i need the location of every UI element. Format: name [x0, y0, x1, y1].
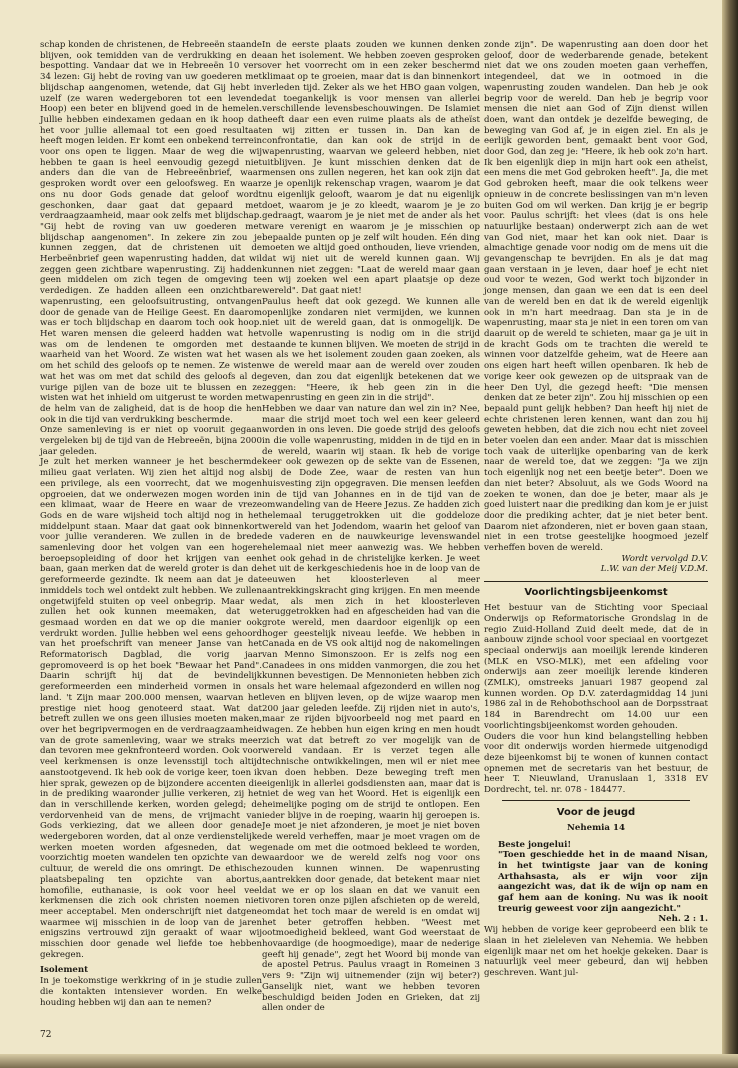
bible-reference: Neh. 2 : 1. [658, 914, 708, 925]
paragraph: schap konden de christenen, de Hebreeën staande blijven, ook temidden van de verdrukking en de bespotting. Vandaar dat we in Hebreeën 10 vers 34 lezen: Gij hebt de roving van uw goederen met blijdschap aangenomen, wetende, dat Gij hebt in uzelf (ze waren wedergeboren tot een levende Hoop) een beter en blijvend goed in de hemelen. Jullie hebben eindexamen gedaan en ik hoop dat het voor jullie allemaal tot een goed resultaat heeft mogen leiden. Er komt een onbekend terrein voor ons open te liggen. Maar de weg die wij hebben te gaan is heel eenvoudig gezegd niet anders dan die van de Hebreeënbrief, waar gesproken wordt over een geloofsweg. En waar ons nu door Gods genade dat geloof wordt geschonken, daar gaat dat gepaard met verdraagzaamheid, maar ook zelfs met blijdschap. "Gij hebt de roving van uw goederen met blijdschap aangenomen". In zekere zin zou je kunnen zeggen, dat de christenen uit de Herbeënbrief geen wapenrusting hadden, dat wil zeggen geen zichtbare wapenrusting. Zij hadden geen middelen om zich tegen de omgeving te verdedigen. Ze hadden alleen een onzichtbare wapenrusting, een geloofsuitrusting, ontvangen door de genade van de Heilige Geest. En daarom was er toch blijdschap en daarom toch ook hoop. Het waren mensen die geleerd hadden wat het was om de lendenen te omgorden met de waarheid van het Woord. Ze wisten wat het was om het schild des geloofs op te nemen. Ze wisten wat het was om met dat schild des geloofs al de vurige pijlen van de boze uit te blussen en ze wisten wat het inhield om uitgerust te worden met de helm van de zaligheid, dat is de hoop die hen ook in die tijd van verdrukking beschermde. [40, 40, 262, 425]
bible-quote: "Toen geschiedde het in de maand Nisan, in het twintigste jaar van de koning Arthahsasta, als er wijn voor zijn aangezicht was, dat ik de wijn op nam en gaf hem aan de koning. Nu was ik nooit treurig geweest voor zijn aangezicht." [498, 850, 708, 914]
paragraph: Onze samenleving is er niet op vooruit gegaan vergeleken bij de tijd van de Hebreeën, bijna 2000 jaar geleden. [40, 425, 262, 457]
column-3 [484, 40, 708, 979]
paragraph: Ouders die voor hun kind belangstelling hebben voor dit onderwijs worden hiermede uitgenodigd deze bijeenkomst bij te wonen of kunnen contact opnemen met de secretaris van het bestuur, de heer T. Nieuwland, Uranuslaan 1, 3318 EV Dordrecht, tel. nr. 078 - 184477. [484, 731, 708, 796]
column-2 [262, 40, 480, 1014]
paragraph: In de eerste plaats zouden we kunnen denken aan het isolement. We hebben zoeven gesproken over het voorrecht om in een zeker beschermd klimaat op te groeien, maar dat is dan binnenkort verleden tijd. Zeker als we het HBO gaan volgen, dat toegankelijk is voor mensen van allerlei verschillende levensbeschouwingen. De Islamiet heeft daar een even ruime plaats als de atheïst en wij zitten er tussen in. Dan kan de confrontatie, dan kan ook de strijd in de wapenrusting, waarvan we geleerd hebben, niet uitblijven. Je kunt misschien denken dat de mensen ons zullen negeren, het kan ook zijn dat ze je openlijk rekenschap vragen, waarom je dat nu eigenlijk gelooft, waarom je dat nu eigenlijk doet, waarom je je zo kleedt, waarom je je zo gedraagt, waarom je je niet met de ander als het ware verenigt en waarom je je misschien op bepaalde punten op je zelf wilt houden. Eén ding moeten we altijd goed onthouden, lieve vrienden, dat wij niet uit de wereld kunnen gaan. Wij kunnen niet zeggen: "Laat de wereld maar gaan en wij zoeken wel een apart plaatsje op deze wereld". Dat gaat niet! [262, 40, 480, 297]
paragraph: Het bestuur van de Stichting voor Speciaal Onderwijs op Reformatorische Grondslag in de regio Zuid-Holland Zuid deelt mede, dat de in aanbouw zijnde school voor speciaal en voortgezet speciaal onderwijs aan moeilijk lerende kinderen (MLK en VSO-MLK), met een afdeling voor onderwijs aan zeer moeilijk lerende kinderen (ZMLK), omstreeks januari 1987 geopend zal kunnen worden. Op D.V. zaterdagmiddag 14 juni 1986 zal in de Rehobothschool aan de Dorpsstraat 184 in Barendrecht om 14.00 uur een voorlichtingsbijeenkomst worden gehouden. [484, 603, 708, 731]
paragraph: Wij hebben de vorige keer geprobeerd een blik te slaan in het zieleleven van Nehemia. We hebben eigenlijk maar net om het hoekje gekeken. Daar is natuurlijk veel meer gebeurd, dan wij hebben geschreven. Want jul- [484, 925, 708, 978]
jeugd-header-box [502, 800, 690, 834]
greeting: Beste jongelui! [498, 839, 572, 850]
page-bottom-shadow [0, 1054, 738, 1068]
column-1 [40, 40, 262, 1008]
paragraph: Paulus heeft dat ook gezegd. We kunnen alle openlijke zondaren niet vermijden, we kunnen niet uit de wereld gaan, dat is onmogelijk. De volle wapenrusting is nodig om in die strijd staande te kunnen blijven. We moeten de strijd in en als we het isolement zouden gaan zoeken, als we de wereld maar aan de wereld over zouden geven, dan zou dat eigenlijk betekenen dat we zeggen: "Heere, ik heb geen zin in die wapenrusting en geen zin in die strijd". [262, 296, 480, 404]
page-number: 72 [40, 1030, 52, 1040]
divider [484, 581, 708, 582]
jeugd-subtitle: Nehemia 14 [567, 822, 625, 833]
jeugd-intro [484, 840, 708, 926]
paragraph: zonde zijn". De wapenrusting aan doen door het geloof, door de wederbarende genade, betekent niet dat we ons zouden moeten gaan verheffen, integendeel, dat we in ootmoed in die wapenrusting zouden wandelen. Dan heb je ook begrip voor de wereld. Dan heb je begrip voor mensen die niet aan God of Zijn dienst willen doen, want dan ontdek je dezelfde beweging, de beweging van God af, je in eigen ziel. En als je eerlijk geworden bent, gemaakt bent voor God, door God, dan zeg je: "Heere, ik heb ook zo'n hart. Ik ben eigenlijk diep in mijn hart ook een atheïst, een mens die met God gebroken heeft". Ja, die met God gebroken heeft, maar die ook telkens weer opnieuw in de concrete beslissingen van m'n leven buiten God om wil werken. Dan krijg je er begrip voor. Paulus schrijft: het vlees (dat is ons hele natuurlijke bestaan) onderwerpt zich aan de wet van God niet, maar het kan ook niet. Daar is almachtige genade voor nodig om de mens uit die gevangenschap te bevrijden. En als je dat mag gaan verstaan in je leven, daar hoef je echt niet oud voor te wezen, God werkt toch bijzonder in jonge mensen, dan gaan we een dat is een deel van de wereld ben en dat ik de wereld eigenlijk ook in m'n hart meedraag. Dan sta je in de wapenrusting, maar sta je niet in een toren om van daaruit op de wereld te schieten, maar ga je uit in de kracht Gods om te trachten die wereld te winnen voor datzelfde geheim, wat de Heere aan ons eigen hart heeft willen openbaren. Ik heb de vorige keer ook gewezen op de uitspraak van de heer Den Uyl, die gezegd heeft: "Die mensen denken dat ze beter zijn". Zou hij misschien op een bepaald punt gelijk hebben? Dan heeft hij niet de echte christenen leren kennen, want dan zou hij geweten hebben, dat die zich nou echt niet zoveel beter voelen dan een ander. Maar dat is misschien toch vaak de uiterlijke openbaring van de kerk naar de wereld toe, dat we zeggen: "Ja we zijn toch eigenlijk nog net een beetje beter". Doen we dan niet beter? Absoluut, als we Gods Woord na zoeken te wonen, dan doe je beter, maar als je goed luistert naar die prediking dan kom je er juist door die prediking achter, dat je niet beter bent. Daarom niet afzonderen, niet er boven gaan staan, niet in een trotse geestelijke hoogmoed jezelf verheffen boven de wereld. [484, 40, 708, 554]
author-signature: L.W. van der Meij V.D.M. [600, 564, 708, 575]
signature-line: Wordt vervolgd D.V. [621, 553, 708, 564]
section-title-voorlichting: Voorlichtingsbijeenkomst [524, 587, 668, 599]
subheading-isolement: Isolement [40, 965, 89, 976]
book-spine-shadow [722, 0, 738, 1068]
paragraph: Hebben we daar van nature dan wel zin in? Nee, maar die strijd moet toch wel een keer geleerd worden in ons leven. Die goede strijd des geloofs in die volle wapenrusting, midden in de tijd en in de wereld, waarin wij staan. Ik heb de vorige keer ook gewezen op de sekte van de Essenen, bij de Dode Zee, waar de resten van hun huisvesting zijn opgegraven. Die mensen leefden in de tijd van Johannes en in de tijd van de omwandeling van de Heere Jezus. Ze hadden zich helemaal teruggetrokken uit die goddeloze wereld van het Jodendom, waarin het geloof van de vaderen en de nauwkeurige levenswandel helemaal niet meer aanwezig was. We hebben het ook gehad in de christelijke kerken. Je weet het uit de kerkgeschiedenis hoe in de loop van de eeuwen het kloosterleven al meer aantrekkingskracht ging krijgen. En men meende dat, als men zich in het kloosterleven teruggetrokken had en afgescheiden had van die grote wereld, men daardoor eigenlijk op een hoger geestelijk niveau leefde. We hebben in Canada en de VS ook altijd nog de nakomelingen van Menno Simonszoon. Er is zelfs nog een Canadees in ons midden vanmorgen, die zou het kunnen bevestigen. De Mennonieten hebben zich als het ware helemaal afgezonderd en willen nog leven en blijven leven, op de wijze waarop men 200 jaar geleden leefde. Zij rijden niet in auto's, maar ze rijden bijvoorbeeld nog met paard en wagen. Ze hebben hun eigen kring en men houdt zich wat dat betreft zo ver mogelijk van de wereld vandaan. Er is verzet tegen alle technische ontwikkelingen, men wil er niet mee van doen hebben. Deze beweging treft men eigenlijk in allerlei godsdiensten aan, maar dat is niet de weg van het Woord. Het is eigenlijk een heimelijke poging om de strijd te ontlopen. Een ieder blijve in de roeping, waarin hij geroepen is. Je moet je niet afzonderen, je moet je niet boven de wereld verheffen, maar je moet vragen om de genade om met die ootmoed bekleed te worden, waardoor we de wereld zelfs nog voor ons zouden kunnen winnen. De wapenrusting aantrekken door genade, dat betekent maar niet dat we er op los slaan en dat we vanuit een ivoren toren onze pijlen afschieten op de wereld, omdat het toch maar de wereld is en omdat wij het beter getroffen hebben. "Weest met ootmoedigheid bekleed, want God weerstaat de hovaardige (de hoogmoedige), maar de nederige geeft hij genade", zegt het Woord bij monde van de apostel Petrus. Paulus vraagt in Romeinen 3 vers 9: "Zijn wij uitnemender (zijn wij beter?) Ganselijk niet, want we hebben tevoren beschuldigd beiden Joden en Grieken, dat zij allen onder de [262, 403, 480, 1014]
paragraph: In je toekomstige werkkring of in je studie zullen die kontakten intensiever worden. En welke houding hebben wij dan aan te nemen? [40, 976, 262, 1008]
section-title-jeugd: Voor de jeugd [556, 806, 636, 818]
paragraph: Je zult het merken wanneer je het beschermde milieu gaat verlaten. Wij zien het altijd nog als een privilege, als een voorrecht, dat we mogen opgroeien, dat we onderwezen mogen worden in een klimaat, waar de Heere en waar de vreze Gods en de ware wijsheid toch altijd nog in het middelpunt staan. Maar dat gaat ook binnenkort voor jullie veranderen. We zullen in de brede samenleving door het volgen van een hogere beroepsopleiding of door het krijgen van een baan, gaan merken dat de wereld groter is dan de gereformeerde gezindte. Ik neem aan dat je dat inmiddels toch wel ontdekt zult hebben. We zullen ongetwijfeld stuiten op veel onbegrip. Maar we zullen het ook kunnen meemaken, dat we gesmaad worden en dat we op die manier ook verdrukt worden. Jullie hebben wel eens gehoord van het proefschrift van meneer Janse van het Reformatorisch Dagblad, die vorig jaar gepromoveerd is op het boek "Bewaar het Pand". Daarin schrijft hij dat de bevindelijk gereformeerden een minderheid vormen in ons land. 't Zijn maar 200.000 mensen, waarvan het prestige niet hoog genoteerd staat. Wat dat betreft zullen we ons geen illusies moeten maken, over het begripvermogen en de verdraagzaamheid van de grote samenleving, waar we straks meer dan tevoren mee geknfronteerd worden. Ook voor veel kerkmensen is onze levensstijl toch altijd aanstootgevend. Ik heb ook de vorige keer, toen ik hier sprak, gewezen op de bijzondere accenten die in de prediking waaronder jullie verkeren, zij het dan in verschillende kerken, worden gelegd; de verdorvenheid van de mens, de vrijmacht van Gods verkiezing, dat we alleen door genade wedergeboren worden, dat al onze verdienstelijke werken moeten worden afgesneden, dat we voorzichtig moeten wandelen ten opzichte van de cultuur, de wereld die ons omringt. De ethische plaatsbepaling ten opzichte van abortus, homofilie, euthanasie, is ook voor heel veel kerkmensen die zich ook christen noemen niet meer acceptabel. Men onderschrijft niet datgene waarmee wij misschien in de loop van de jaren enigszins vertrouwd zijn geraakt of waar wij misschien door genade wel liefde toe hebben gekregen. [40, 457, 262, 960]
